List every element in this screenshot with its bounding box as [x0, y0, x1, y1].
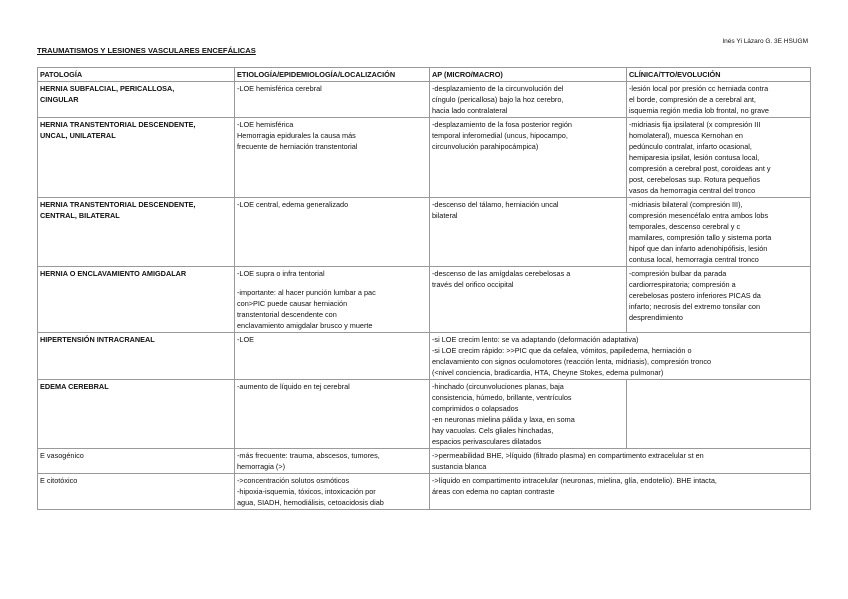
- cell-line: mamilares, compresión tallo y sistema porta: [629, 233, 772, 242]
- cell-line: temporales, descenso cerebral y c: [629, 222, 741, 231]
- cell-line: infarto; necrosis del extremo tonsilar con: [629, 302, 760, 311]
- ap-cell: [430, 118, 627, 198]
- cell-line: HERNIA TRANSTENTORIAL DESCENDENTE,: [40, 200, 196, 209]
- table-row: [38, 118, 811, 198]
- cell-line: -LOE: [237, 335, 255, 344]
- ap-clinical-cell: [430, 474, 811, 510]
- pathology-table: [37, 67, 811, 510]
- pathology-cell: [38, 198, 235, 267]
- cell-line: -lesión local por presión cc herniada contra: [629, 84, 769, 93]
- clinical-cell: [627, 198, 811, 267]
- cell-line: ->líquido en compartimento intracelular (neuronas, mielina, glía, endotelio). BHE intacta,: [432, 476, 717, 485]
- cell-line: HIPERTENSIÓN INTRACRANEAL: [40, 335, 155, 344]
- etiology-cell: [235, 474, 430, 510]
- cell-line: áreas con edema no captan contraste: [432, 487, 555, 496]
- table-row: [38, 82, 811, 118]
- cell-line: transtentorial descendente con: [237, 310, 337, 319]
- clinical-cell: [627, 380, 811, 449]
- cell-line: (<nivel conciencia, bradicardia, HTA, Cheyne Stokes, edema pulmonar): [432, 368, 664, 377]
- clinical-cell: [627, 118, 811, 198]
- etiology-cell: [235, 198, 430, 267]
- cell-line: -si LOE crecim lento: se va adaptando (deformación adaptativa): [432, 335, 639, 344]
- table-row: [38, 267, 811, 333]
- cell-line: cerebelosas postero inferiores PICAS da: [629, 291, 761, 300]
- cell-line: sustancia blanca: [432, 462, 487, 471]
- cell-line: desprendimiento: [629, 313, 683, 322]
- cell-line: UNCAL, UNILATERAL: [40, 131, 116, 140]
- cell-line: -en neuronas mielina pálida y laxa, en soma: [432, 415, 575, 424]
- cell-line: -midriasis fija ipsilateral (x compresión III: [629, 120, 761, 129]
- cell-line: pedúnculo contralat, infarto ocasional,: [629, 142, 752, 151]
- cell-line: agua, SIADH, hemodiálisis, cetoacidosis diab: [237, 498, 384, 507]
- cell-line: isquemia región media lob frontal, no grave: [629, 106, 769, 115]
- cell-line: -desplazamiento de la circunvolución del: [432, 84, 564, 93]
- cell-line: [629, 381, 808, 389]
- pathology-cell: [38, 380, 235, 449]
- pathology-cell: [38, 333, 235, 380]
- cell-line: -midriasis bilateral (compresión III),: [629, 200, 743, 209]
- cell-line: -importante: al hacer punción lumbar a pac: [237, 288, 376, 297]
- cell-line: comprimidos o colapsados: [432, 404, 519, 413]
- cell-line: HERNIA O ENCLAVAMIENTO AMIGDALAR: [40, 269, 187, 278]
- cell-line: ->permeabilidad BHE, >líquido (filtrado plasma) en compartimento extracelular st en: [432, 451, 704, 460]
- cell-line: CENTRAL, BILATERAL: [40, 211, 120, 220]
- pathology-cell: [38, 267, 235, 333]
- cell-line: -descenso del tálamo, herniación uncal: [432, 200, 559, 209]
- etiology-cell: [235, 82, 430, 118]
- pathology-cell: [38, 82, 235, 118]
- cell-line: espacios perivasculares dilatados: [432, 437, 542, 446]
- cell-line: través del orifico occipital: [432, 280, 514, 289]
- cell-line: -LOE central, edema generalizado: [237, 200, 349, 209]
- etiology-cell: [235, 267, 430, 333]
- cell-line: frecuente de herniación transtentorial: [237, 142, 358, 151]
- table-header-row: [38, 68, 811, 82]
- ap-cell: [430, 267, 627, 333]
- cell-line: hipof que dan infarto adenohipófisis, lesión: [629, 244, 768, 253]
- ap-clinical-cell: [430, 449, 811, 474]
- cell-line: consistencia, húmedo, brillante, ventrículos: [432, 393, 572, 402]
- cell-line: enclavamiento amigdalar brusco y muerte: [237, 321, 373, 330]
- cell-line: hemorragia (>): [237, 462, 286, 471]
- cell-line: HERNIA SUBFALCIAL, PERICALLOSA,: [40, 84, 175, 93]
- cell-line: homolateral), muesca Kernohan en: [629, 131, 743, 140]
- cell-line: vasos da hemorragia central del tronco: [629, 186, 756, 195]
- author-note: Inés Yi Lázaro G. 3E HSUGM: [722, 38, 808, 45]
- cell-line: -descenso de las amígdalas cerebelosas a: [432, 269, 571, 278]
- document-title: TRAUMATISMOS Y LESIONES VASCULARES ENCEFÁLICAS: [37, 46, 256, 55]
- cell-line: el borde, compresión de a cerebral ant,: [629, 95, 756, 104]
- cell-line: -desplazamiento de la fosa posterior región: [432, 120, 572, 129]
- cell-line: hemiparesia ipsilat, lesión contusa local,: [629, 153, 760, 162]
- table-row: [38, 474, 811, 510]
- cell-line: -hipoxia-isquemia, tóxicos, intoxicación por: [237, 487, 376, 496]
- etiology-cell: [235, 118, 430, 198]
- cell-line: hay vacuolas. Cels gliales hinchadas,: [432, 426, 554, 435]
- cell-line: -aumento de líquido en tej cerebral: [237, 382, 350, 391]
- cell-line: -si LOE crecim rápido: >>PIC que da cefalea, vómitos, papiledema, herniación o: [432, 346, 692, 355]
- cell-line: circunvolución parahipocámpica): [432, 142, 539, 151]
- cell-line: E vasogénico: [40, 451, 84, 460]
- cell-line: -hinchado (circunvoluciones planas, baja: [432, 382, 564, 391]
- etiology-cell: [235, 380, 430, 449]
- cell-line: CINGULAR: [40, 95, 79, 104]
- ap-cell: [430, 380, 627, 449]
- cell-line: temporal inferomedial (uncus, hipocampo,: [432, 131, 568, 140]
- clinical-cell: [627, 267, 811, 333]
- cell-line: ->concentración solutos osmóticos: [237, 476, 350, 485]
- table-row: [38, 380, 811, 449]
- cell-line: HERNIA TRANSTENTORIAL DESCENDENTE,: [40, 120, 196, 129]
- pathology-cell: [38, 118, 235, 198]
- pathology-cell: [38, 449, 235, 474]
- cell-line: Hemorragia epidurales la causa más: [237, 131, 356, 140]
- cell-line: compresión mesencéfalo entra ambos lobs: [629, 211, 769, 220]
- table-row: [38, 333, 811, 380]
- table-row: [38, 449, 811, 474]
- cell-line: EDEMA CEREBRAL: [40, 382, 109, 391]
- clinical-cell: [627, 82, 811, 118]
- cell-line: contusa local, hemorragia central tronco: [629, 255, 759, 264]
- cell-line: cardiorrespiratoria; compresión a: [629, 280, 736, 289]
- pathology-cell: [38, 474, 235, 510]
- ap-cell: [430, 82, 627, 118]
- cell-line: -compresión bulbar da parada: [629, 269, 727, 278]
- table-row: [38, 198, 811, 267]
- column-header: AP (MICRO/MACRO): [430, 68, 627, 82]
- cell-line: bilateral: [432, 211, 458, 220]
- cell-line: -LOE hemisférica: [237, 120, 294, 129]
- column-header: CLÍNICA/TTO/EVOLUCIÓN: [627, 68, 811, 82]
- cell-line: post, cerebelosas sup. Rotura pequeños: [629, 175, 761, 184]
- cell-line: compresión a cerebral post, coroideas ant y: [629, 164, 771, 173]
- cell-line: E citotóxico: [40, 476, 78, 485]
- ap-cell: [430, 198, 627, 267]
- cell-line: hacia lado contralateral: [432, 106, 508, 115]
- cell-line: cíngulo (pericallosa) bajo la hoz cerebro,: [432, 95, 564, 104]
- column-header: PATOLOGÍA: [38, 68, 235, 82]
- cell-line: -LOE supra o infra tentorial: [237, 269, 325, 278]
- cell-line: -más frecuente: trauma, abscesos, tumores,: [237, 451, 380, 460]
- etiology-cell: [235, 333, 430, 380]
- cell-line: con>PIC puede causar herniación: [237, 299, 348, 308]
- cell-line: enclavamiento con signos oculomotores (reacción lenta, midriasis), compresión tronco: [432, 357, 712, 366]
- column-header: ETIOLOGÍA/EPIDEMIOLOGÍA/LOCALIZACIÓN: [235, 68, 430, 82]
- etiology-cell: [235, 449, 430, 474]
- cell-line: -LOE hemisférica cerebral: [237, 84, 322, 93]
- ap-clinical-cell: [430, 333, 811, 380]
- cell-line: [237, 279, 427, 287]
